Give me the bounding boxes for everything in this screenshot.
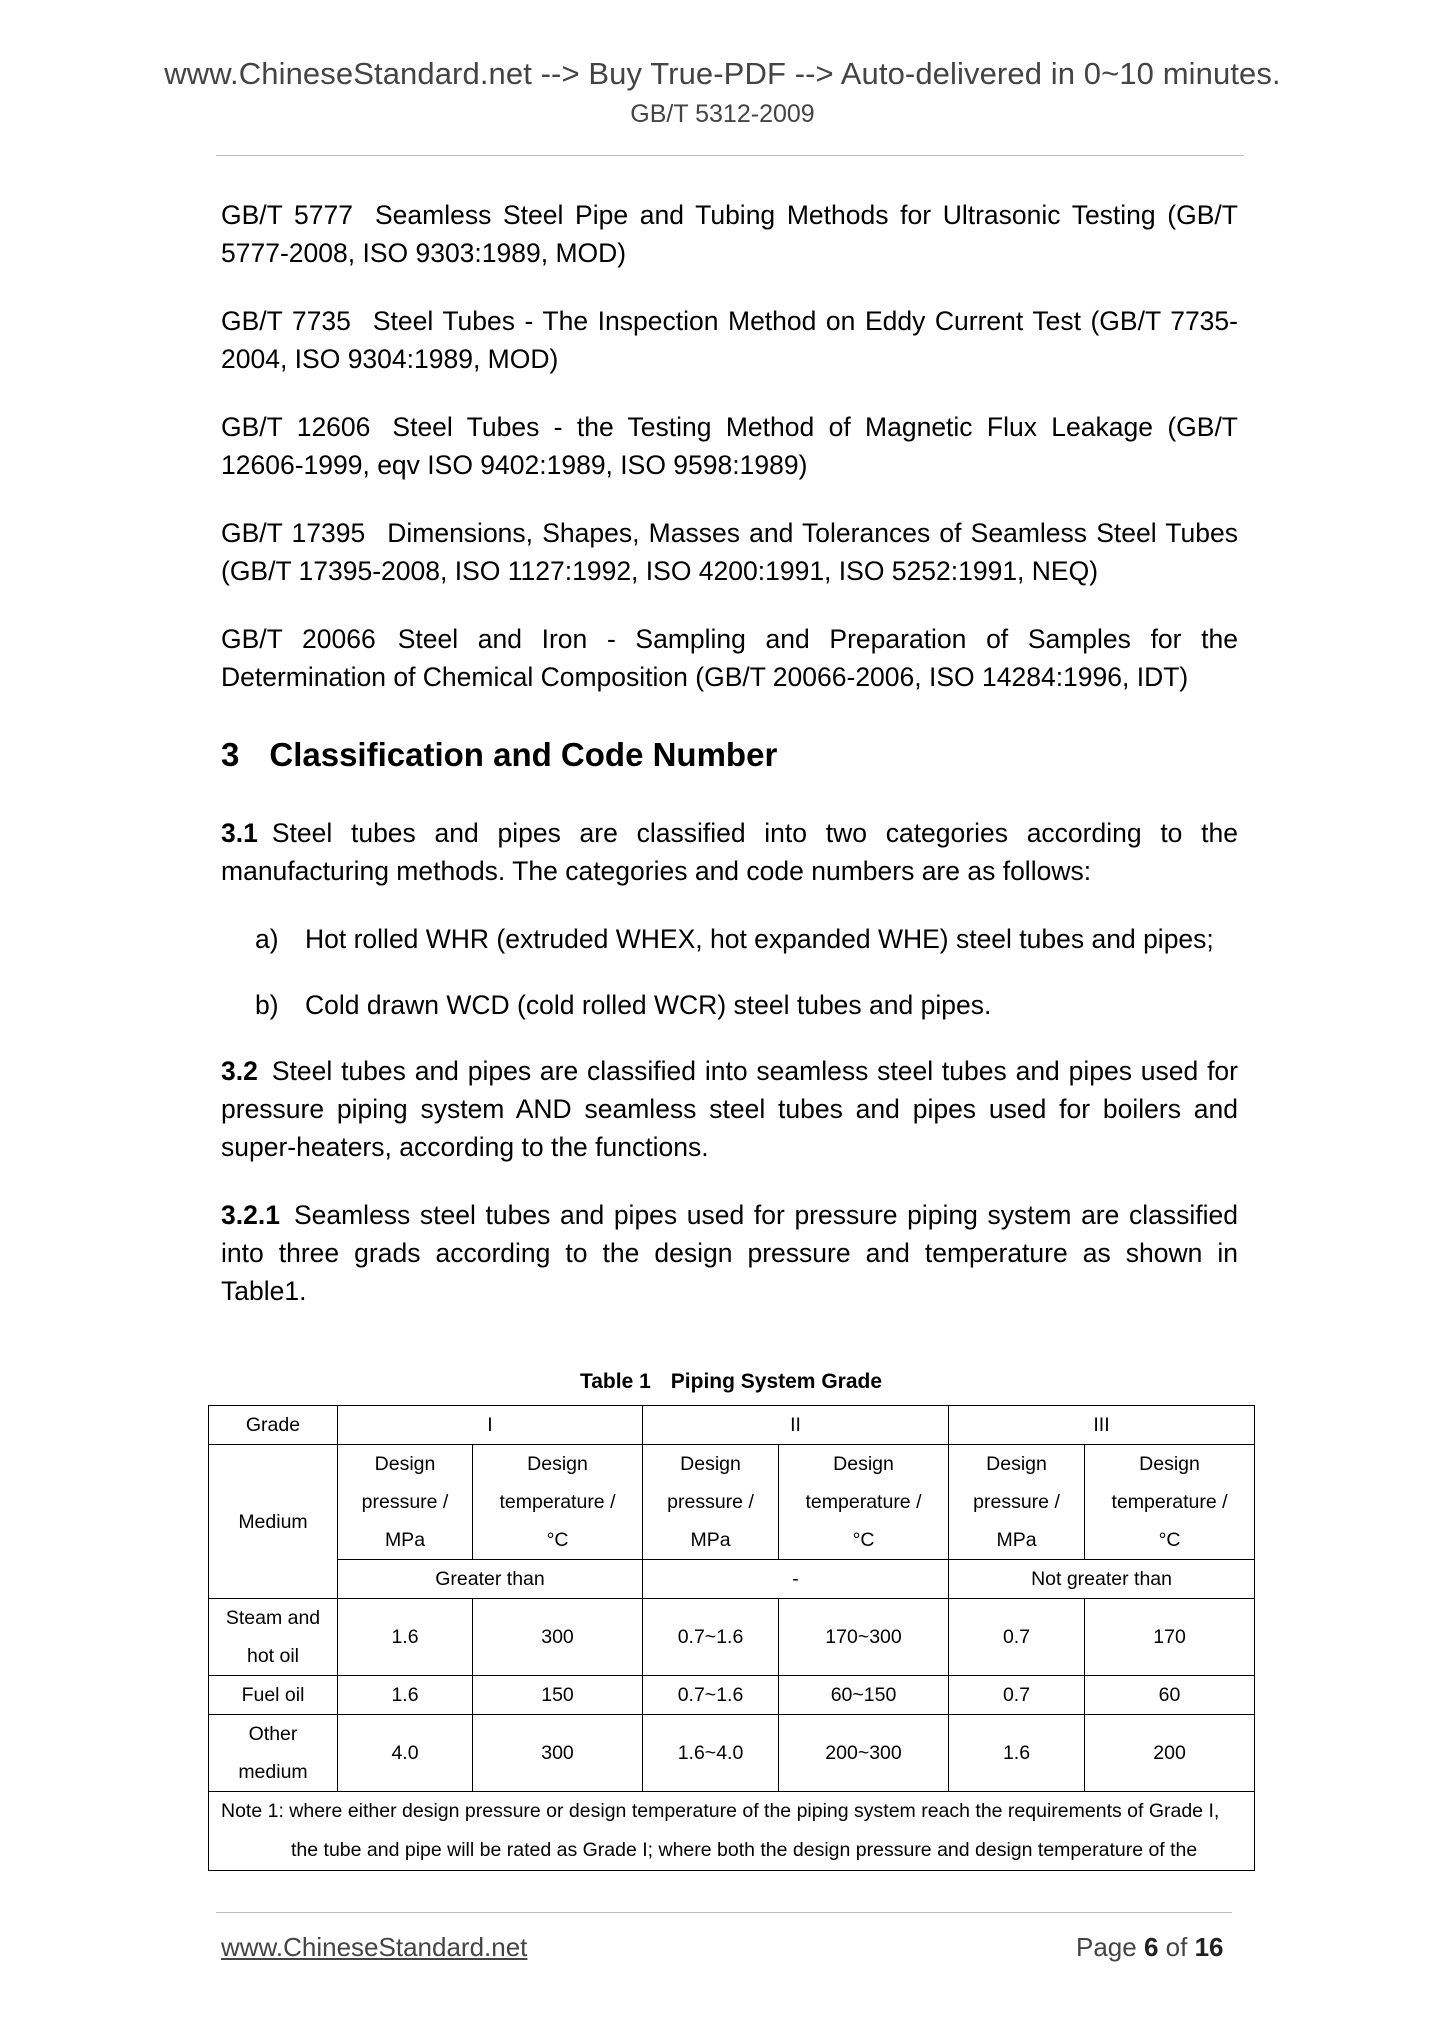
value-cell: 0.7 <box>949 1599 1085 1676</box>
reference-text: Steel and Iron - Sampling and Preparation of Samples for the Determination of Chemical Composition (GB/T 20066-2006, ISO 14284:1996, IDT) <box>221 624 1238 692</box>
header-rule <box>216 155 1244 156</box>
medium-cell <box>209 1715 338 1792</box>
medium-line: Other <box>248 1723 298 1745</box>
list-text: Cold drawn WCD (cold rolled WCR) steel tubes and pipes. <box>305 990 992 1020</box>
document-body <box>221 196 1238 1340</box>
note-line: the tube and pipe will be rated as Grade I; where both the design pressure and design temperature of the <box>291 1839 1198 1861</box>
reference-entry <box>221 408 1238 484</box>
list-label: a) <box>255 924 279 954</box>
medium-line: Steam and <box>225 1607 321 1629</box>
clause-number: 3.1 <box>221 818 258 848</box>
section-number: 3 <box>221 736 240 773</box>
value-cell: 300 <box>473 1599 643 1676</box>
header-line: pressure / <box>973 1491 1060 1513</box>
header-line: °C <box>546 1529 569 1551</box>
list-label: b) <box>255 990 279 1020</box>
reference-entry <box>221 514 1238 590</box>
current-page: 6 <box>1143 1932 1159 1962</box>
total-pages: 16 <box>1194 1932 1224 1962</box>
header-line: Design <box>374 1453 436 1475</box>
grade-label-cell: Grade <box>209 1406 338 1445</box>
piping-grade-table <box>208 1405 1255 1871</box>
clause-text: Steel tubes and pipes are classified into seamless steel tubes and pipes used for pressure piping system AND seamless steel tubes and pipes used for boilers and super-heaters, according to the functions. <box>221 1056 1238 1162</box>
reference-entry <box>221 196 1238 272</box>
header-line: temperature / <box>1111 1491 1228 1513</box>
grade-i-cell: I <box>338 1406 643 1445</box>
clause-number: 3.2 <box>221 1056 258 1086</box>
grade-iii-cell: III <box>949 1406 1255 1445</box>
clause-text: Seamless steel tubes and pipes used for pressure piping system are classified into three grads according to the design pressure and temperature as shown in Table1. <box>221 1200 1238 1306</box>
value-cell: 4.0 <box>338 1715 473 1792</box>
temperature-header-cell <box>473 1445 643 1560</box>
table-row <box>209 1676 1255 1715</box>
header-line: Design <box>833 1453 894 1475</box>
header-line: pressure / <box>667 1491 754 1513</box>
temperature-header-cell <box>1085 1445 1255 1560</box>
header-line: Design <box>986 1453 1047 1475</box>
header-line: temperature / <box>805 1491 922 1513</box>
table-row <box>209 1715 1255 1792</box>
header-line: Design <box>680 1453 741 1475</box>
reference-entry <box>221 302 1238 378</box>
value-cell: 150 <box>473 1676 643 1715</box>
value-cell: 170 <box>1085 1599 1255 1676</box>
clause-3-2 <box>221 1052 1238 1166</box>
pressure-header-cell <box>643 1445 779 1560</box>
footer-rule <box>216 1912 1232 1913</box>
clause-3-1 <box>221 814 1238 890</box>
header-line: Design <box>1139 1453 1200 1475</box>
reference-code: GB/T 12606 <box>221 412 371 442</box>
header-line: temperature / <box>499 1491 616 1513</box>
footer-site-link[interactable]: www.ChineseStandard.net <box>221 1932 528 1962</box>
reference-code: GB/T 20066 <box>221 624 376 654</box>
header-line: °C <box>1158 1529 1181 1551</box>
pressure-header-cell <box>338 1445 473 1560</box>
table-caption-title: Piping System Grade <box>670 1370 883 1393</box>
header-standard-number: GB/T 5312-2009 <box>630 100 815 128</box>
header-line: MPa <box>690 1529 731 1551</box>
value-cell: 200 <box>1085 1715 1255 1792</box>
medium-line: medium <box>238 1761 308 1783</box>
reference-entry <box>221 620 1238 696</box>
header-line: MPa <box>996 1529 1037 1551</box>
grade-ii-cell: II <box>643 1406 949 1445</box>
list-text: Hot rolled WHR (extruded WHEX, hot expanded WHE) steel tubes and pipes; <box>305 924 1214 954</box>
list-item <box>221 920 1238 958</box>
pressure-header-cell <box>949 1445 1085 1560</box>
medium-label-cell: Medium <box>209 1445 338 1599</box>
reference-text: Seamless Steel Pipe and Tubing Methods for Ultrasonic Testing (GB/T 5777-2008, ISO 9303:1989, MOD) <box>221 200 1238 268</box>
table-row <box>209 1560 1255 1599</box>
medium-line: Fuel oil <box>241 1684 305 1706</box>
value-cell: 200~300 <box>779 1715 949 1792</box>
value-cell: 0.7~1.6 <box>643 1599 779 1676</box>
page-indicator <box>1076 1932 1224 1963</box>
medium-cell <box>209 1599 338 1676</box>
value-cell: 0.7~1.6 <box>643 1676 779 1715</box>
value-cell: 1.6 <box>949 1715 1085 1792</box>
table-row <box>209 1599 1255 1676</box>
value-cell: 170~300 <box>779 1599 949 1676</box>
value-cell: 60 <box>1085 1676 1255 1715</box>
clause-number: 3.2.1 <box>221 1200 280 1230</box>
clause-text: Steel tubes and pipes are classified into two categories according to the manufacturing methods. The categories and code numbers are as follows: <box>221 818 1238 886</box>
value-cell: 300 <box>473 1715 643 1792</box>
table-note-cell <box>209 1792 1255 1871</box>
value-cell: 1.6~4.0 <box>643 1715 779 1792</box>
table-row <box>209 1406 1255 1445</box>
condition-cell: - <box>643 1560 949 1599</box>
clause-3-2-1 <box>221 1196 1238 1310</box>
of-word: of <box>1165 1932 1188 1962</box>
medium-line: hot oil <box>246 1645 300 1667</box>
header-line: Design <box>527 1453 588 1475</box>
reference-code: GB/T 7735 <box>221 306 351 336</box>
header-banner: www.ChineseStandard.net --> Buy True-PDF --> Auto-delivered in 0~10 minutes. <box>164 56 1281 91</box>
condition-cell: Greater than <box>338 1560 643 1599</box>
table-caption <box>208 1370 1254 1394</box>
page-word: Page <box>1076 1932 1137 1962</box>
value-cell: 1.6 <box>338 1676 473 1715</box>
reference-code: GB/T 5777 <box>221 200 353 230</box>
header-line: pressure / <box>361 1491 449 1513</box>
header-line: MPa <box>384 1529 426 1551</box>
value-cell: 0.7 <box>949 1676 1085 1715</box>
section-heading <box>221 736 1238 774</box>
table-row <box>209 1445 1255 1560</box>
condition-cell: Not greater than <box>949 1560 1255 1599</box>
reference-text: Steel Tubes - the Testing Method of Magnetic Flux Leakage (GB/T 12606-1999, eqv ISO 9402:1989, ISO 9598:1989) <box>221 412 1238 480</box>
section-title: Classification and Code Number <box>269 736 778 773</box>
note-line: Note 1: where either design pressure or design temperature of the piping system reach the requirements of Grade I, <box>221 1800 1220 1822</box>
medium-cell <box>209 1676 338 1715</box>
page-header <box>0 56 1445 129</box>
reference-code: GB/T 17395 <box>221 518 366 548</box>
value-cell: 60~150 <box>779 1676 949 1715</box>
list-item <box>221 986 1238 1024</box>
header-line: °C <box>852 1529 875 1551</box>
value-cell: 1.6 <box>338 1599 473 1676</box>
temperature-header-cell <box>779 1445 949 1560</box>
reference-text: Dimensions, Shapes, Masses and Tolerances of Seamless Steel Tubes (GB/T 17395-2008, ISO 1127:1992, ISO 4200:1991, ISO 5252:1991, NEQ) <box>221 518 1238 586</box>
table-caption-number: Table 1 <box>579 1370 651 1393</box>
table-row <box>209 1792 1255 1871</box>
reference-text: Steel Tubes - The Inspection Method on Eddy Current Test (GB/T 7735-2004, ISO 9304:1989, MOD) <box>221 306 1238 374</box>
